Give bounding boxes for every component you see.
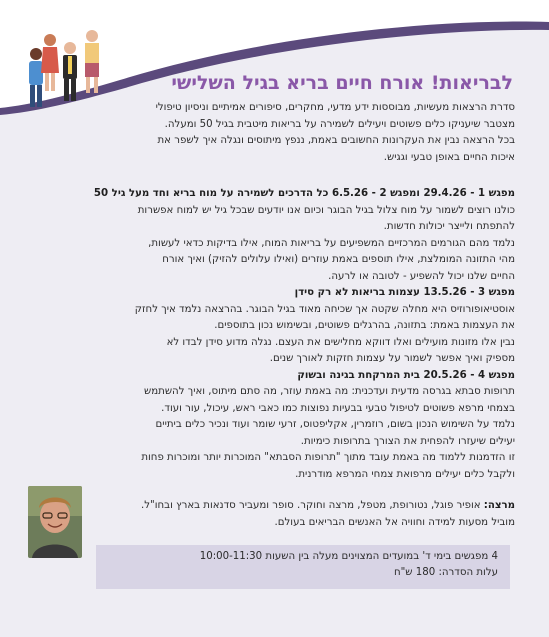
- meeting-line: מספיק ואיך אפשר לשמור על עצמות חזקות לאורך שנים.: [269, 353, 515, 364]
- meeting-line: נבין אלו מזונות מועילים ואלו דווקא מחלישים את העצם. נגלה מדוע סידן לבדו לא: [166, 336, 515, 348]
- lecturer-description: אופיר פוגל, נטורופת, מטפל, מרצה וחוקר. סופר ומעביר סדנאות בארץ ובחו"ל.: [141, 500, 484, 511]
- lecturer-line-1: [97, 498, 515, 515]
- meeting-line: החיים שלנו יכול להשפיע - לטובה או לרעה.: [328, 270, 515, 282]
- page-title: לבריאות! אורח חיים בריא בגיל השלישי: [171, 72, 513, 94]
- meeting-line: כולנו רוצים לשמור על מוח צלול בגיל הבוגר וכיום אנו יודעים שבכל גיל יש למוח אפשרות: [137, 204, 515, 216]
- meetings-section: [83, 186, 515, 483]
- meeting-line: להתפתח ולייצר יכולות חדשות.: [383, 221, 515, 232]
- lecturer-info: [97, 498, 515, 531]
- intro-line: איכות החיים באופן טבעי וגגיש.: [383, 151, 515, 163]
- lecturer-photo: [28, 486, 82, 558]
- meeting-heading: מפגש 3 - 13.5.26 עצמות בריאות לא רק סידן: [294, 287, 515, 298]
- meeting-line: זו הזדמנות ללמוד מה באמת עובד מתוך "תרופות הסבתא" המוכרות יותר ומוכרות פחות: [141, 452, 515, 463]
- lecturer-line-2: מוביל מסעות למידה וחוויה אל האנשים הבריאים בעולם.: [274, 516, 515, 528]
- meeting-heading: מפגש 4 - 20.5.26 בית המרקחת בגינה ובשוק: [297, 369, 515, 381]
- meeting-line: את העצמות באמת: בתזונה, בהרגלים פשוטים, ובשימוש נכון בתוספים.: [214, 320, 515, 331]
- meeting-1: [83, 186, 515, 285]
- meeting-line: מהי התזונה המומלצת, אילו תוספים באמת עוזרים (ואילו עלולים להזיק) ואיך אורח: [162, 254, 515, 265]
- lecturer-label: מרצה:: [483, 500, 515, 511]
- schedule-line: 4 מפגשים בימי ד' במועדים המצוינים מעלה בין השעות 10:00-11:30: [199, 551, 498, 562]
- meeting-line: יעילים שיעזרו להפחית את הצורך בתרופות כימיות.: [300, 435, 515, 447]
- meeting-line: בצמחי מרפא פשוטים לטיפול טבעי בבעיות נפוצות כמו כאבי ראש, עיכול, עור ועוד.: [161, 402, 515, 414]
- meeting-line: נלמד מהם הגורמים המרכזיים המשפיעים על בריאות המוח, אילו בדיקות כדאי לעשות,: [148, 237, 515, 249]
- intro-line: מצטבר שיעניקו כלים פשוטים ויעילים לשמירה על בריאות מיטבית בגיל 50 ומעלה.: [164, 118, 515, 130]
- schedule-info-box: [96, 545, 510, 589]
- meeting-3: [83, 285, 515, 368]
- meeting-heading: מפגש 1 - 29.4.26 ומפגש 2 - 6.5.26 כל הדרכים לשמירה על מוח בריא וחד מעל גיל 50: [93, 188, 515, 199]
- meeting-line: ולקבל כלים יעילים מרפואת צמחי המרפא מודרנית.: [295, 468, 515, 480]
- meeting-line: נלמד על השימוש הנכון בשום, רוזמרין, אקליפטוס, זרעי שומר ועוד ונכיר כלים ביתיים: [155, 419, 515, 430]
- price-line: עלות הסדרה: 180 ש"ח: [393, 567, 498, 578]
- intro-line: סדרת הרצאות מעשיות, מבוססות ידע מדעי, מחקרים, סיפורים אמיתיים וניסיון טיפולי: [155, 102, 515, 113]
- meeting-4: [83, 368, 515, 484]
- intro-paragraph: [83, 100, 515, 166]
- meeting-line: אוסטיאופורוזיס היא מחלה שקטה אך שכיחה מאוד בגיל הבוגר. בהרצאה נלמד איך לחזק: [134, 303, 515, 315]
- intro-line: בכל הרצאה נבין את העקרונות החשובים באמת, ננפץ מיתוסים ונגלה איך לשפר את: [157, 135, 515, 146]
- meeting-line: תרופות סבתא בגרסה מדעית ועדכנית: מה באמת עוזר, מה סתם מיתוס, ואיך להשתמש: [144, 386, 515, 397]
